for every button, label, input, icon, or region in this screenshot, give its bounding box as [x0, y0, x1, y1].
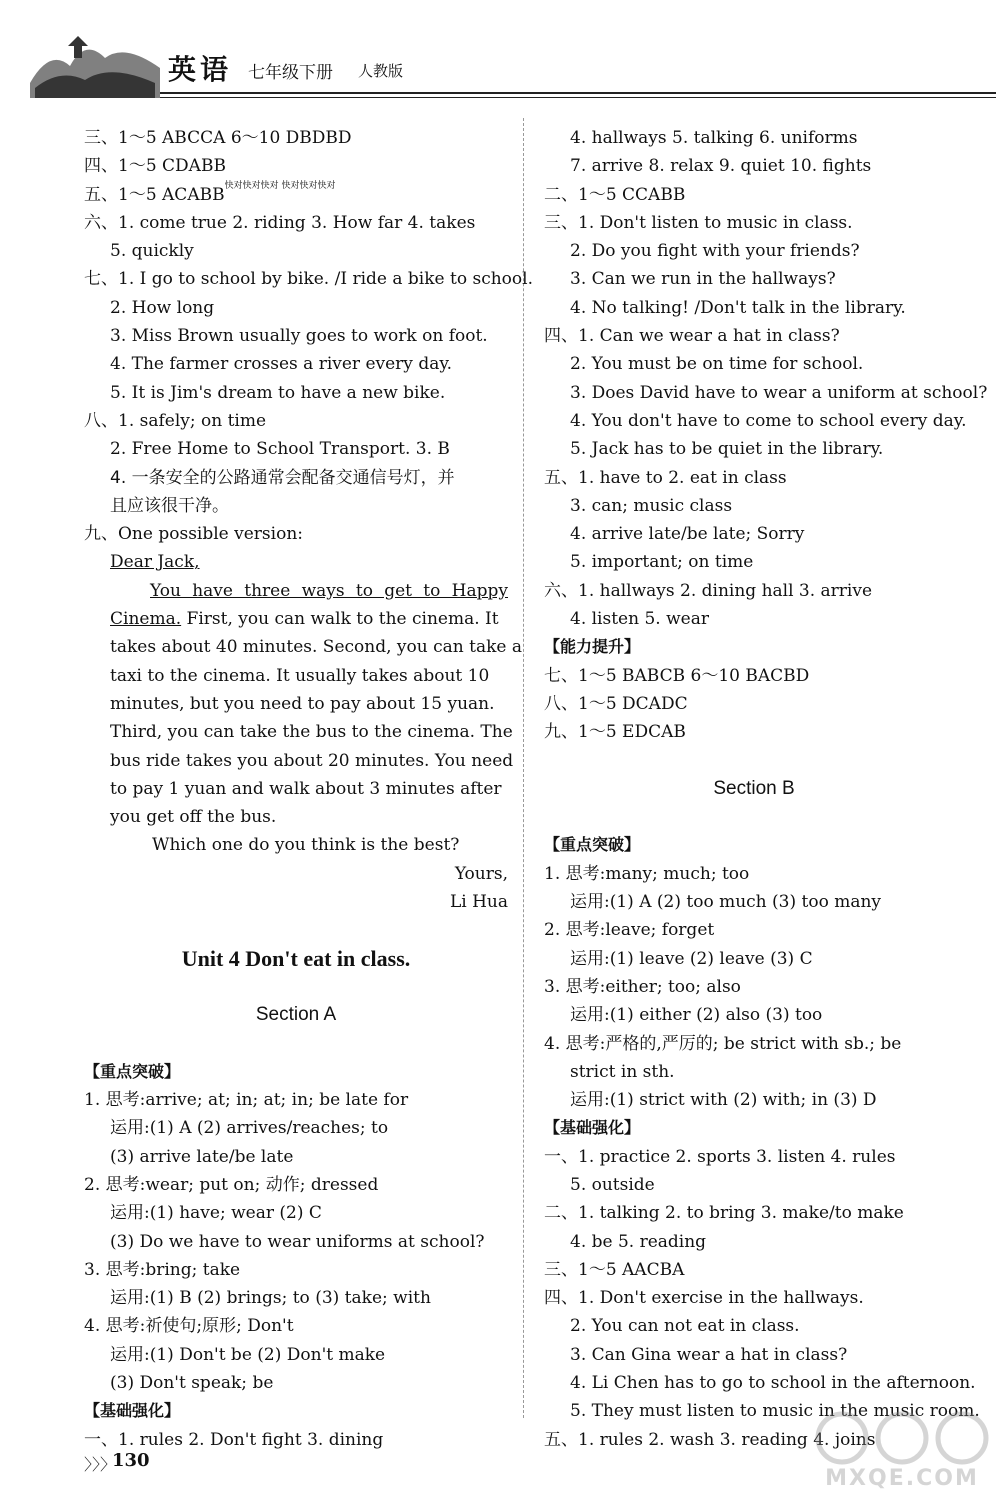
- answer-line: 2. 思考:leave; forget: [544, 920, 715, 941]
- answer-line: 3. Can Gina wear a hat in class?: [570, 1344, 848, 1365]
- answer-line: 七、1～5 BABCB 6～10 BACBD: [544, 665, 810, 686]
- answer-line: 运用:(1) B (2) brings; to (3) take; with: [110, 1288, 431, 1309]
- letter-line: minutes, but you need to pay about 15 yuan.: [110, 693, 495, 714]
- answer-line: 4. hallways 5. talking 6. uniforms: [570, 128, 858, 148]
- answer-line: 四、1. Don't exercise in the hallways.: [544, 1288, 864, 1309]
- letter-text-underlined: You have three ways to get to Happy: [150, 580, 508, 601]
- answer-line: 运用:(1) leave (2) leave (3) C: [570, 948, 813, 969]
- answer-line: 3. 思考:bring; take: [84, 1259, 241, 1280]
- answer-line: 4. listen 5. wear: [570, 609, 709, 630]
- answer-line: 七、1. I go to school by bike. /I ride a bike to school.: [84, 269, 533, 290]
- answer-line: 3. Miss Brown usually goes to work on foot.: [110, 326, 488, 347]
- subsection-heading: 【能力提升】: [544, 637, 641, 657]
- answer-line: 八、1～5 DCADC: [544, 693, 688, 714]
- letter-line: Third, you can take the bus to the cinema. The: [110, 722, 513, 743]
- answer-line: (3) Don't speak; be: [110, 1373, 274, 1394]
- answer-line: [84, 181, 508, 209]
- answer-line: 1. 思考:arrive; at; in; at; in; be late for: [84, 1090, 409, 1111]
- page-number: 130: [112, 1450, 150, 1471]
- answer-line: 六、1. come true 2. riding 3. How far 4. takes: [84, 212, 476, 233]
- answer-line: 4. be 5. reading: [570, 1231, 707, 1252]
- letter-signature: Li Hua: [449, 892, 508, 913]
- letter-line: [84, 605, 508, 633]
- answer-line: 运用:(1) either (2) also (3) too: [570, 1005, 823, 1026]
- letter-text: First, you can walk to the cinema. It: [181, 609, 499, 630]
- answer-line: 3. Can we run in the hallways?: [570, 269, 836, 290]
- answer-line: (3) Do we have to wear uniforms at school?: [110, 1231, 485, 1252]
- answer-line: 四、1. Can we wear a hat in class?: [544, 326, 840, 347]
- answer-line: 五、1. have to 2. eat in class: [544, 467, 787, 488]
- answer-line: strict in sth.: [570, 1061, 675, 1082]
- answer-line: 1. 思考:many; much; too: [544, 863, 750, 884]
- answer-line: 5. It is Jim's dream to have a new bike.: [110, 382, 446, 403]
- answer-line: 4. No talking! /Don't talk in the library.: [570, 297, 906, 318]
- answer-line: 三、1. Don't listen to music in class.: [544, 212, 853, 233]
- answer-line: 4. Li Chen has to go to school in the afternoon.: [570, 1373, 976, 1394]
- answer-line: 九、1～5 EDCAB: [544, 722, 686, 743]
- answer-line: 运用:(1) A (2) too much (3) too many: [570, 892, 882, 913]
- letter-line: you get off the bus.: [110, 807, 277, 828]
- answer-line: 2. Do you fight with your friends?: [570, 241, 860, 262]
- subsection-heading: 【基础强化】: [544, 1118, 641, 1138]
- answer-line: 五、1. rules 2. wash 3. reading 4. joins: [544, 1429, 876, 1450]
- subsection-heading: 【重点突破】: [544, 835, 641, 855]
- unit-title: Unit 4 Don't eat in class.: [181, 945, 411, 971]
- header-rule-thin: [160, 97, 996, 98]
- header-subject: 英语: [168, 53, 233, 86]
- header-landscape-decoration: [30, 28, 160, 98]
- answer-line: 一、1. practice 2. sports 3. listen 4. rules: [544, 1146, 896, 1167]
- column-divider: [523, 118, 524, 1418]
- letter-text-underlined: Cinema.: [110, 609, 182, 630]
- answer-line: 运用:(1) A (2) arrives/reaches; to: [110, 1118, 389, 1139]
- answer-line: 运用:(1) Don't be (2) Don't make: [110, 1344, 386, 1365]
- watermark-logo-icon: [812, 1410, 992, 1466]
- answer-line: 5. Jack has to be quiet in the library.: [570, 439, 884, 460]
- section-a-heading: Section A: [255, 1004, 337, 1026]
- answer-line: 3. can; music class: [570, 495, 733, 516]
- answer-line: 5. They must listen to music in the music room.: [570, 1401, 980, 1422]
- spacer: [84, 973, 508, 1001]
- header-grade: 七年级下册: [248, 63, 333, 83]
- page-arrows-icon: 〉〉〉: [84, 1455, 117, 1474]
- answer-line: 三、1～5 ABCCA 6～10 DBDBD: [84, 128, 352, 148]
- answer-line: 且应该很干净。: [110, 495, 229, 516]
- letter-line: [84, 577, 508, 605]
- answer-line: 5. important; on time: [570, 552, 754, 573]
- answer-line: 2. You must be on time for school.: [570, 354, 864, 375]
- answer-line: 4. The farmer crosses a river every day.: [110, 354, 453, 375]
- spacer: [544, 803, 964, 831]
- letter-line: bus ride takes you about 20 minutes. You need: [110, 750, 514, 771]
- answer-line: 2. 思考:wear; put on; 动作; dressed: [84, 1174, 379, 1195]
- answer-line: 二、1～5 CCABB: [544, 184, 686, 205]
- answer-line: 7. arrive 8. relax 9. quiet 10. fights: [570, 156, 872, 177]
- answer-line: 4. arrive late/be late; Sorry: [570, 524, 805, 545]
- answer-line: 运用:(1) have; wear (2) C: [110, 1203, 322, 1224]
- answer-line: 3. Does David have to wear a uniform at school?: [570, 382, 988, 403]
- answer-line: 八、1. safely; on time: [84, 410, 267, 431]
- answer-line: 九、One possible version:: [84, 524, 303, 545]
- letter-line: to pay 1 yuan and walk about 3 minutes after: [110, 778, 502, 799]
- watermark-text: MXQE.COM: [825, 1466, 979, 1491]
- spacer: [84, 1030, 508, 1058]
- answer-line: 3. 思考:either; too; also: [544, 976, 741, 997]
- answer-line: 一、1. rules 2. Don't fight 3. dining: [84, 1429, 384, 1450]
- answer-line: 2. You can not eat in class.: [570, 1316, 800, 1337]
- answer-line: 2. Free Home to School Transport. 3. B: [110, 439, 450, 460]
- section-b-heading: Section B: [713, 777, 795, 799]
- letter-line: Which one do you think is the best?: [152, 835, 460, 856]
- handwritten-scribble: 快对快对快对 快对快对快对: [224, 180, 336, 191]
- letter-greeting-text: Dear Jack,: [110, 552, 200, 573]
- watermark: [812, 1410, 992, 1494]
- answer-line: 二、1. talking 2. to bring 3. make/to make: [544, 1203, 904, 1224]
- header-rule: [160, 92, 996, 94]
- answer-line: 4. 思考:严格的,严厉的; be strict with sb.; be: [544, 1033, 902, 1054]
- right-column: [544, 124, 988, 1454]
- subsection-heading: 【重点突破】: [84, 1061, 181, 1081]
- answer-line: 4. 一条安全的公路通常会配备交通信号灯，并: [110, 467, 455, 488]
- answer-line: (3) arrive late/be late: [110, 1146, 294, 1167]
- letter-line: takes about 40 minutes. Second, you can take a: [110, 637, 522, 658]
- answer-line: 5. outside: [570, 1174, 655, 1195]
- answer-line: 运用:(1) strict with (2) with; in (3) D: [570, 1090, 877, 1111]
- letter-greeting: [84, 548, 508, 576]
- spacer: [544, 747, 964, 775]
- answer-line: 六、1. hallways 2. dining hall 3. arrive: [544, 580, 873, 601]
- answer-line: 4. You don't have to come to school every day.: [570, 410, 967, 431]
- answer-text: 五、1～5 ACABB: [84, 184, 225, 205]
- answer-line: 2. How long: [110, 297, 215, 318]
- answer-line: 4. 思考:祈使句;原形; Don't: [84, 1316, 294, 1337]
- subsection-heading: 【基础强化】: [84, 1401, 181, 1421]
- header-edition: 人教版: [358, 62, 404, 80]
- page-header: [0, 0, 1000, 110]
- answer-line: 四、1～5 CDABB: [84, 156, 226, 177]
- left-column: [84, 124, 533, 1454]
- answer-line: 5. quickly: [110, 241, 194, 262]
- spacer: [84, 916, 508, 944]
- letter-closing: Yours,: [454, 863, 508, 884]
- letter-line: taxi to the cinema. It usually takes about 10: [110, 665, 490, 686]
- answer-line: 三、1～5 AACBA: [544, 1259, 685, 1280]
